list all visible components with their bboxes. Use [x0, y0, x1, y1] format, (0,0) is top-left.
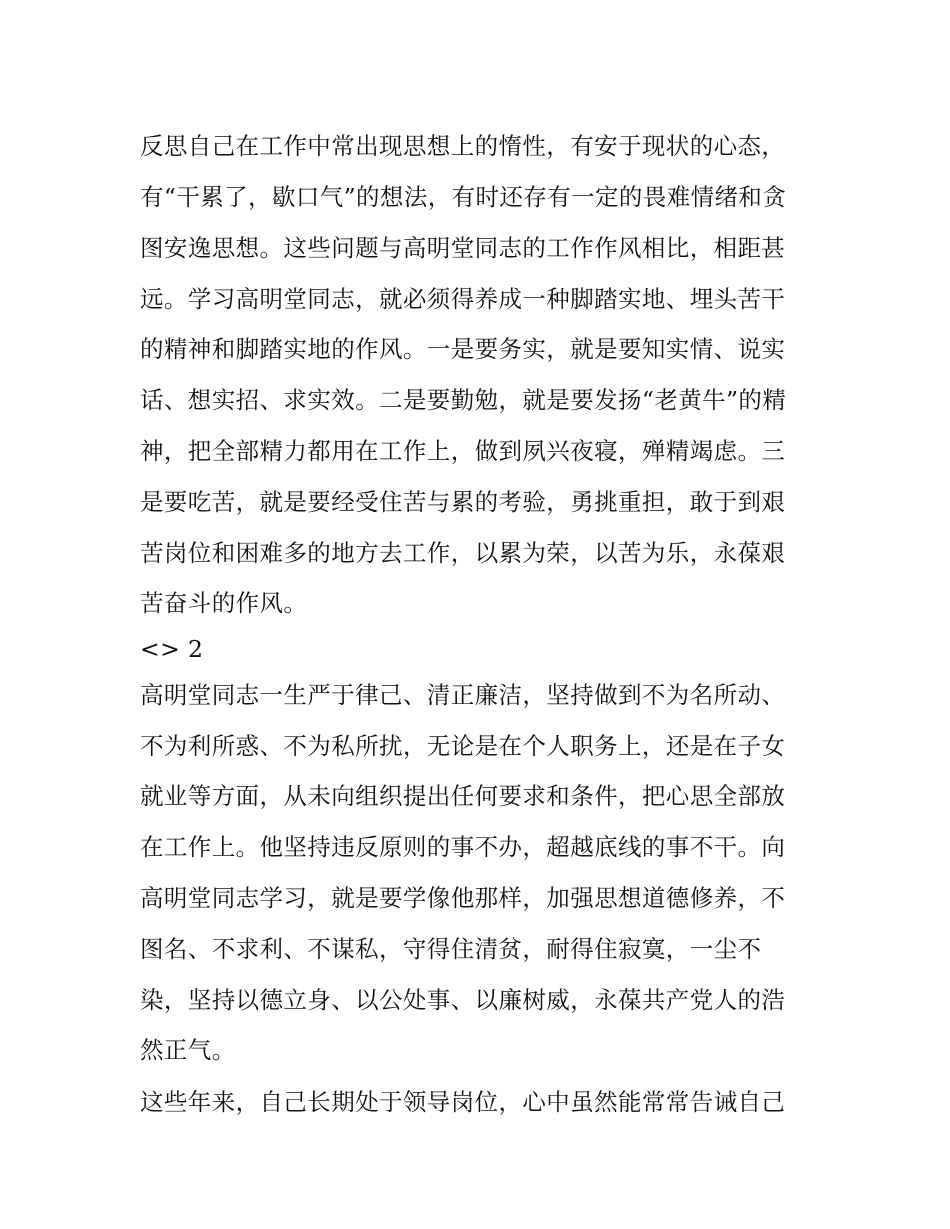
text-line: 图安逸思想。这些问题与高明堂同志的工作作风相比，相距甚	[140, 234, 786, 262]
text-line: 神，把全部精力都用在工作上，做到夙兴夜寝，殚精竭虑。三	[140, 437, 786, 465]
text-line: 图名、不求利、不谋私，守得住清贫，耐得住寂寞，一尘不	[140, 935, 762, 963]
text-line: 苦岗位和困难多的地方去工作，以累为荣，以苦为乐，永葆艰	[140, 539, 786, 567]
text-line: 的精神和脚踏实地的作风。一是要务实，就是要知实情、说实	[140, 335, 786, 363]
text-line: 这些年来，自己长期处于领导岗位，心中虽然能常常告诫自己	[140, 1088, 786, 1116]
text-line: 高明堂同志一生严于律己、清正廉洁，坚持做到不为名所动、	[140, 681, 786, 709]
text-line: 有“干累了，歇口气”的想法，有时还存有一定的畏难情绪和贪	[140, 183, 787, 211]
text-line: 话、想实招、求实效。二是要勤勉，就是要发扬“老黄牛”的精	[140, 386, 787, 414]
text-line: 苦奋斗的作风。	[140, 589, 308, 617]
text-line: 高明堂同志学习，就是要学像他那样，加强思想道德修养，不	[140, 884, 786, 912]
text-line: 在工作上。他坚持违反原则的事不办，超越底线的事不干。向	[140, 833, 786, 861]
text-line: 是要吃苦，就是要经受住苦与累的考验，勇挑重担，敢于到艰	[140, 488, 786, 516]
text-line: 远。学习高明堂同志，就必须得养成一种脚踏实地、埋头苦干	[140, 285, 786, 313]
text-line: 反思自己在工作中常出现思想上的惰性，有安于现状的心态，	[140, 132, 786, 160]
text-line: 就业等方面，从未向组织提出任何要求和条件，把心思全部放	[140, 782, 786, 810]
text-line: 不为利所惑、不为私所扰，无论是在个人职务上，还是在子女	[140, 732, 786, 760]
text-line: 染，坚持以德立身、以公处事、以廉树威，永葆共产党人的浩	[140, 986, 786, 1014]
page-marker: <> 2	[140, 635, 204, 663]
text-line: 然正气。	[140, 1036, 236, 1064]
